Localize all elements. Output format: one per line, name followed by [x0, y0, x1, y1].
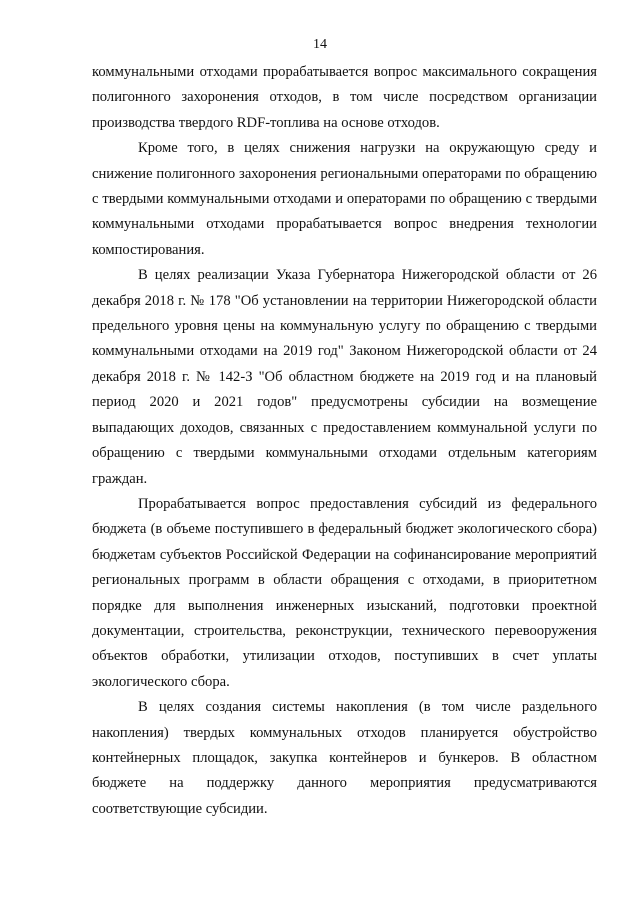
document-body — [92, 60, 597, 822]
page-number: 14 — [313, 37, 327, 52]
paragraph-continuation: коммунальными отходами прорабатывается вопрос максимального сокращения полигонного захоронения отходов, в том числе посредством организации производства твердого RDF-топлива на основе отходов. — [92, 64, 597, 131]
paragraph-accumulation-system: В целях создания системы накопления (в том числе раздельного накопления) твердых коммунальных отходов планируется обустройство контейнерных площадок, закупка контейнеров и бункеров. В областном бюджете на поддержку данного мероприятия предусматриваются соответствующие субсидии. — [92, 699, 597, 817]
paragraph-composting: Кроме того, в целях снижения нагрузки на окружающую среду и снижение полигонного захоронения региональными операторами по обращению с твердыми коммунальными отходами и операторами по обращению с твердыми коммунальными отходами прорабатывается вопрос внедрения технологии компостирования. — [92, 140, 597, 258]
paragraph-governor-decree: В целях реализации Указа Губернатора Нижегородской области от 26 декабря 2018 г. № 178 "Об установлении на территории Нижегородской области предельного уровня цены на коммунальную услугу по обращению с твердыми коммунальными отходами на 2019 год" Законом Нижегородской области от 24 декабря 2018 г. № 142-З "Об областном бюджете на 2019 год и на плановый период 2020 и 2021 годов" предусмотрены субсидии на возмещение выпадающих доходов, связанных с предоставлением коммунальной услуги по обращению с твердыми коммунальными отходами отдельным категориям граждан. — [92, 267, 597, 487]
paragraph-federal-subsidies: Прорабатывается вопрос предоставления субсидий из федерального бюджета (в объеме поступившего в федеральный бюджет экологического сбора) бюджетам субъектов Российской Федерации на софинансирование мероприятий региональных программ в области обращения с отходами, в приоритетном порядке для выполнения инженерных изысканий, подготовки проектной документации, строительства, реконструкции, технического перевооружения объектов обработки, утилизации отходов, поступивших в счет уплаты экологического сбора. — [92, 495, 597, 690]
